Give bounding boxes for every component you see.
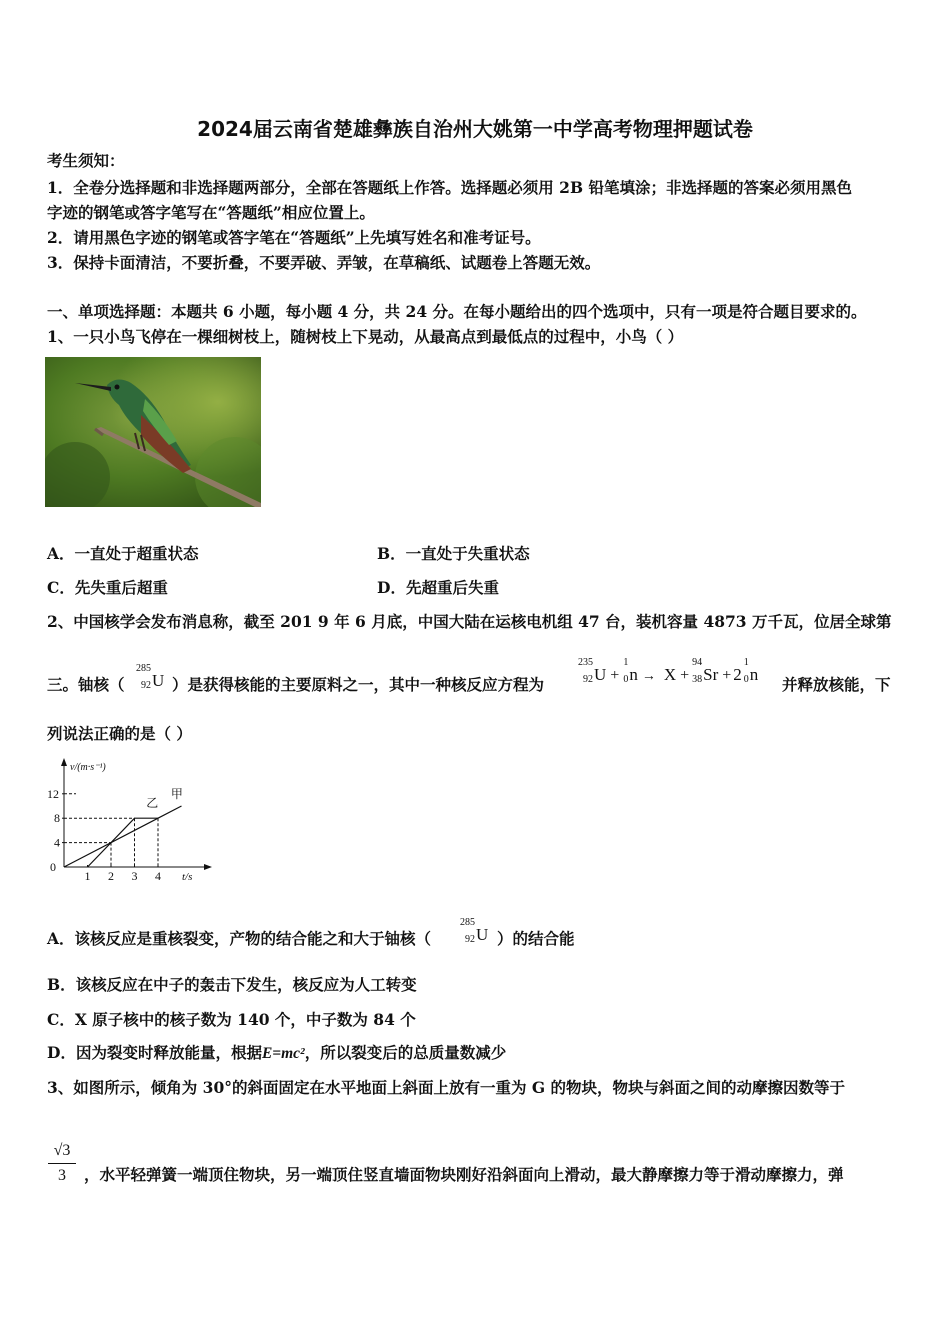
uranium-285-nuclide-option [460,917,489,945]
origin-label: 0 [50,860,56,874]
nuclide-symbol: U [476,925,489,944]
eq-sr-z: 38 [692,674,703,685]
velocity-time-graph [40,752,215,887]
eq-plus-2: + [680,667,690,684]
eq-plus-3: + [722,667,732,684]
q3-line-2: ，水平轻弹簧一端顶住物块，另一端顶住竖直墙面物块刚好沿斜面向上滑动，最大静摩擦力等于滑动摩擦力，弹 [84,1165,844,1184]
y-tick-label: 12 [47,786,59,801]
x-axis-arrow [204,864,212,870]
q2-line-2c: 并释放核能，下 [782,675,891,694]
nuclide-symbol: U [152,671,165,690]
q2-option-d[interactable] [47,1045,506,1062]
nuclide-mass: 285 [136,663,151,674]
x-axis-label: t/s [182,871,193,883]
notice-line-1b: 字迹的钢笔或答字笔写在“答题纸”相应位置上。 [47,203,375,222]
y-axis-arrow [61,758,67,766]
q2-line-2b: ）是获得核能的主要原料之一，其中一种核反应方程为 [172,675,545,694]
bird-photo [45,357,261,507]
q2-line-3: 列说法正确的是（ ） [47,724,192,743]
fraction-numerator: √3 [48,1142,76,1164]
nuclide-z: 92 [465,934,475,945]
q2-option-d-part2: ，所以裂变后的总质量数减少 [304,1043,507,1062]
eq-u-mass: 235 [578,657,593,668]
fraction-denominator: 3 [58,1167,66,1184]
q2-option-c[interactable]: C．X 原子核中的核子数为 140 个，中子数为 84 个 [47,1010,416,1029]
q2-line-2a: 三。铀核（ [47,675,125,694]
eq-n2-symbol: n [749,665,759,684]
x-tick-label: 1 [84,869,91,883]
nuclide-z: 92 [141,680,151,691]
sqrt3-over-3-fraction [48,1142,76,1185]
series-label-yi: 乙 [146,796,159,811]
eq-coef: 2 [733,665,742,684]
q2-option-a-part2: ）的结合能 [497,929,575,948]
x-tick-label: 3 [131,869,138,883]
q1-option-a[interactable]: A．一直处于超重状态 [47,544,199,563]
eq-n-z: 0 [623,674,629,685]
q1-option-b[interactable]: B．一直处于失重状态 [377,544,530,563]
q2-option-b[interactable]: B．该核反应在中子的轰击下发生，核反应为人工转变 [47,975,417,994]
eq-u-symbol: U [594,665,607,684]
q2-line-1: 2、中国核学会发布消息称，截至 201 9 年 6 月底，中国大陆在运核电机组 47 台，装机容量 4873 万千瓦，位居全球第 [47,612,892,631]
q2-option-d-part1: D．因为裂变时释放能量，根据 [47,1043,262,1062]
eq-n2-mass: 1 [743,657,749,668]
series-label-jia: 甲 [170,787,183,802]
series-line-yi [88,818,159,867]
notice-line-1a: 1．全卷分选择题和非选择题两部分，全部在答题纸上作答。选择题必须用 2B 铅笔填涂；非选择题的答案必须用黑色 [47,178,852,197]
notice-line-2: 2．请用黑色字迹的钢笔或答字笔在“答题纸”上先填写姓名和准考证号。 [47,228,541,247]
eq-u-z: 92 [583,674,593,685]
y-tick-label: 8 [54,811,60,826]
y-tick-label: 4 [54,835,60,850]
q1-stem: 1、一只小鸟飞停在一棵细树枝上，随树枝上下晃动，从最高点到最低点的过程中，小鸟（ ） [47,327,684,346]
x-tick-label: 2 [108,869,114,883]
notice-heading: 考生须知： [47,151,125,170]
series-line-jia [64,806,182,867]
q3-line-1: 3、如图所示，倾角为 30°的斜面固定在水平地面上斜面上放有一重为 G 的物块，物块与斜面之间的动摩擦因数等于 [47,1078,846,1097]
eq-sr-mass: 94 [692,657,703,668]
page-title: 2024届云南省楚雄彝族自治州大姚第一中学高考物理押题试卷 [197,117,753,141]
q1-option-d[interactable]: D．先超重后失重 [377,578,499,597]
eq-x: X [663,665,677,684]
uranium-285-nuclide [136,663,165,691]
nuclear-equation [578,657,759,685]
eq-n-symbol: n [629,665,638,684]
q2-option-a-part1[interactable]: A．该核反应是重核裂变，产物的结合能之和大于铀核（ [47,929,432,948]
x-tick-label: 4 [155,869,161,883]
eq-sr-symbol: Sr [703,665,719,684]
emc2-formula: E=mc² [261,1045,305,1062]
q1-option-c[interactable]: C．先失重后超重 [47,578,168,597]
eq-n-mass: 1 [623,657,629,668]
notice-line-3: 3．保持卡面清洁，不要折叠，不要弄破、弄皱，在草稿纸、试题卷上答题无效。 [47,253,601,272]
section-heading: 一、单项选择题：本题共 6 小题，每小题 4 分，共 24 分。在每小题给出的四个选项中，只有一项是符合题目要求的。 [47,302,867,321]
nuclide-mass: 285 [460,917,475,928]
eq-n2-z: 0 [743,674,749,685]
eq-plus-1: + [610,667,620,684]
eq-arrow: → [641,669,656,684]
y-axis-label: v/(m·s⁻¹) [70,762,106,773]
